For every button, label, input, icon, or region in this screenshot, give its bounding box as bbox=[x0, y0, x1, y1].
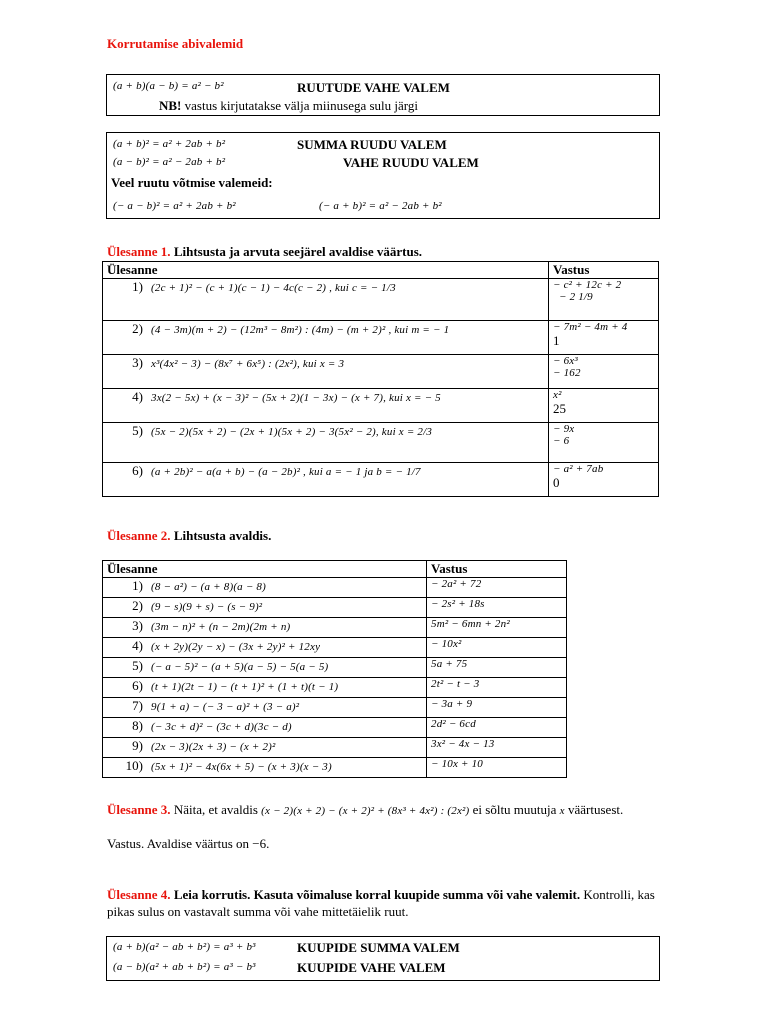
answer-expression: − 6x³ bbox=[553, 355, 578, 367]
task2-text: Lihtsusta avaldis. bbox=[173, 528, 272, 543]
task2-title: Ülesanne 2. bbox=[107, 528, 171, 543]
task1-table bbox=[102, 261, 659, 497]
task-expression: (9 − s)(9 + s) − (s − 9)² bbox=[151, 601, 263, 613]
task-expression: (8 − a²) − (a + 8)(a − 8) bbox=[151, 581, 266, 593]
row-number: 10) bbox=[125, 758, 143, 773]
answer-expression: − 9x bbox=[553, 423, 575, 435]
row-number: 1) bbox=[132, 578, 143, 593]
task4-text: Kontrolli, kas pikas sulus on vastavalt summa või vahe mittetäielik ruut. bbox=[107, 887, 655, 919]
answer-expression: − 3a + 9 bbox=[427, 698, 567, 718]
task2-col-header-answer: Vastus bbox=[427, 561, 567, 578]
row-number: 6) bbox=[132, 678, 143, 693]
answer-expression: 5a + 75 bbox=[427, 658, 567, 678]
task1-cell-answer bbox=[549, 355, 659, 389]
task3-title: Ülesanne 3. bbox=[107, 802, 171, 817]
answer-expression: 3x² − 4x − 13 bbox=[427, 738, 567, 758]
task1-heading bbox=[107, 244, 422, 260]
row-number: 5) bbox=[132, 423, 143, 438]
row-number: 8) bbox=[132, 718, 143, 733]
task2-table bbox=[102, 560, 567, 778]
task1-row bbox=[103, 321, 659, 355]
task3-block bbox=[107, 801, 667, 820]
answer-value: 0 bbox=[553, 475, 560, 490]
formula-neg-neg-square: (− a − b)² = a² + 2ab + b² bbox=[113, 200, 236, 212]
row-number: 3) bbox=[132, 618, 143, 633]
task-expression: (3m − n)² + (n − 2m)(2m + n) bbox=[151, 621, 291, 633]
task3-variable: x bbox=[559, 805, 565, 817]
task3-expression: (x − 2)(x + 2) − (x + 2)² + (8x³ + 4x²) : (2x²) bbox=[261, 805, 470, 817]
answer-expression: 2t² − t − 3 bbox=[427, 678, 567, 698]
task2-row bbox=[103, 718, 567, 738]
row-number: 5) bbox=[132, 658, 143, 673]
task2-row bbox=[103, 658, 567, 678]
task3-text-end: väärtusest. bbox=[568, 802, 624, 817]
task1-cell-answer bbox=[549, 463, 659, 497]
task1-row bbox=[103, 389, 659, 423]
task4-title: Ülesanne 4. bbox=[107, 887, 171, 902]
task2-col-header-task: Ülesanne bbox=[103, 561, 427, 578]
row-number: 7) bbox=[132, 698, 143, 713]
answer-expression: 5m² − 6mn + 2n² bbox=[427, 618, 567, 638]
task3-text-middle: ei sõltu muutuja bbox=[472, 802, 557, 817]
task2-row bbox=[103, 698, 567, 718]
task-expression: (4 − 3m)(m + 2) − (12m³ − 8m²) : (4m) − (m + 2)² , kui m = − 1 bbox=[151, 324, 450, 336]
task1-cell-answer bbox=[549, 279, 659, 321]
task1-cell-expr bbox=[103, 463, 549, 497]
answer-expression: − 10x + 10 bbox=[427, 758, 567, 778]
task-expression: 9(1 + a) − (− 3 − a)² + (3 − a)² bbox=[151, 701, 300, 713]
task1-cell-expr bbox=[103, 423, 549, 463]
label-diff-cubes: KUUPIDE VAHE VALEM bbox=[297, 960, 446, 975]
task3-text-intro: Näita, et avaldis bbox=[173, 802, 258, 817]
answer-expression: 2d² − 6cd bbox=[427, 718, 567, 738]
formula-sum-square: (a + b)² = a² + 2ab + b² bbox=[113, 138, 226, 150]
task2-row bbox=[103, 618, 567, 638]
row-number: 4) bbox=[132, 389, 143, 404]
row-number: 1) bbox=[132, 279, 143, 294]
cubes-formulas-box bbox=[106, 936, 660, 981]
row-number: 3) bbox=[132, 355, 143, 370]
task1-cell-answer bbox=[549, 321, 659, 355]
extra-formulas-heading: Veel ruutu võtmise valemeid: bbox=[111, 175, 273, 190]
task2-row bbox=[103, 678, 567, 698]
answer-value: − 2 1/9 bbox=[559, 291, 593, 303]
formula-diff-cubes: (a − b)(a² + ab + b²) = a³ − b³ bbox=[113, 961, 256, 973]
task-expression: (x + 2y)(2y − x) − (3x + 2y)² + 12xy bbox=[151, 641, 321, 653]
task1-cell-expr bbox=[103, 389, 549, 423]
nb-text: vastus kirjutatakse välja miinusega sulu järgi bbox=[184, 98, 418, 113]
task1-row bbox=[103, 463, 659, 497]
label-sum-square: SUMMA RUUDU VALEM bbox=[297, 137, 447, 152]
row-number: 2) bbox=[132, 321, 143, 336]
task1-col-header-answer: Vastus bbox=[549, 262, 659, 279]
task-expression: (2x − 3)(2x + 3) − (x + 2)² bbox=[151, 741, 276, 753]
task1-title: Ülesanne 1. bbox=[107, 244, 171, 259]
square-formulas-box bbox=[106, 132, 660, 219]
nb-note bbox=[159, 98, 418, 114]
formula-difference-of-squares: (a + b)(a − b) = a² − b² bbox=[113, 80, 224, 92]
answer-expression: − 2a² + 72 bbox=[427, 578, 567, 598]
task2-row bbox=[103, 638, 567, 658]
task1-row bbox=[103, 355, 659, 389]
task-expression: (− a − 5)² − (a + 5)(a − 5) − 5(a − 5) bbox=[151, 661, 329, 673]
task2-row bbox=[103, 758, 567, 778]
answer-value: − 6 bbox=[553, 435, 570, 447]
answer-expression: − a² + 7ab bbox=[553, 463, 604, 475]
answer-value: 1 bbox=[553, 333, 560, 348]
task2-row bbox=[103, 738, 567, 758]
task-expression: (− 3c + d)² − (3c + d)(3c − d) bbox=[151, 721, 292, 733]
task-expression: (a + 2b)² − a(a + b) − (a − 2b)² , kui a = − 1 ja b = − 1/7 bbox=[151, 466, 421, 478]
task2-heading bbox=[107, 528, 271, 544]
answer-expression: − 10x² bbox=[427, 638, 567, 658]
task-expression: (2c + 1)² − (c + 1)(c − 1) − 4c(c − 2) , kui c = − 1/3 bbox=[151, 282, 396, 294]
formula-neg-pos-square: (− a + b)² = a² − 2ab + b² bbox=[319, 200, 442, 212]
task-expression: 3x(2 − 5x) + (x − 3)² − (5x + 2)(1 − 3x) − (x + 7), kui x = − 5 bbox=[151, 392, 441, 404]
formula-sum-cubes: (a + b)(a² − ab + b²) = a³ + b³ bbox=[113, 941, 256, 953]
answer-value: 25 bbox=[553, 401, 566, 416]
difference-of-squares-box bbox=[106, 74, 660, 116]
page-title: Korrutamise abivalemid bbox=[107, 36, 244, 51]
task-expression: x³(4x² − 3) − (8x⁷ + 6x⁵) : (2x²), kui x = 3 bbox=[151, 358, 345, 370]
task1-row bbox=[103, 279, 659, 321]
task1-cell-answer bbox=[549, 389, 659, 423]
answer-expression: − 7m² − 4m + 4 bbox=[553, 321, 628, 333]
task2-row bbox=[103, 598, 567, 618]
row-number: 4) bbox=[132, 638, 143, 653]
task-expression: (5x + 1)² − 4x(6x + 5) − (x + 3)(x − 3) bbox=[151, 761, 332, 773]
task-expression: (5x − 2)(5x + 2) − (2x + 1)(5x + 2) − 3(5x² − 2), kui x = 2/3 bbox=[151, 426, 433, 438]
task1-cell-answer bbox=[549, 423, 659, 463]
label-difference-of-squares: RUUTUDE VAHE VALEM bbox=[297, 80, 450, 95]
task4-text-bold: Leia korrutis. Kasuta võimaluse korral kuupide summa või vahe valemit. bbox=[173, 887, 581, 902]
row-number: 9) bbox=[132, 738, 143, 753]
label-sum-cubes: KUUPIDE SUMMA VALEM bbox=[297, 940, 460, 955]
task1-cell-expr bbox=[103, 321, 549, 355]
task1-col-header-task: Ülesanne bbox=[103, 262, 549, 279]
task4-block bbox=[107, 886, 667, 920]
answer-expression: − c² + 12c + 2 bbox=[553, 279, 622, 291]
task1-row bbox=[103, 423, 659, 463]
task-expression: (t + 1)(2t − 1) − (t + 1)² + (1 + t)(t − 1) bbox=[151, 681, 339, 693]
nb-label: NB! bbox=[159, 98, 182, 113]
row-number: 6) bbox=[132, 463, 143, 478]
task1-text: Lihtsusta ja arvuta seejärel avaldise väärtus. bbox=[173, 244, 423, 259]
task2-row bbox=[103, 578, 567, 598]
label-diff-square: VAHE RUUDU VALEM bbox=[343, 155, 479, 170]
answer-expression: x² bbox=[553, 389, 562, 401]
task1-cell-expr bbox=[103, 355, 549, 389]
task1-cell-expr bbox=[103, 279, 549, 321]
row-number: 2) bbox=[132, 598, 143, 613]
task3-answer: Vastus. Avaldise väärtus on −6. bbox=[107, 836, 270, 851]
answer-value: − 162 bbox=[553, 367, 581, 379]
answer-expression: − 2s² + 18s bbox=[427, 598, 567, 618]
formula-diff-square: (a − b)² = a² − 2ab + b² bbox=[113, 156, 226, 168]
